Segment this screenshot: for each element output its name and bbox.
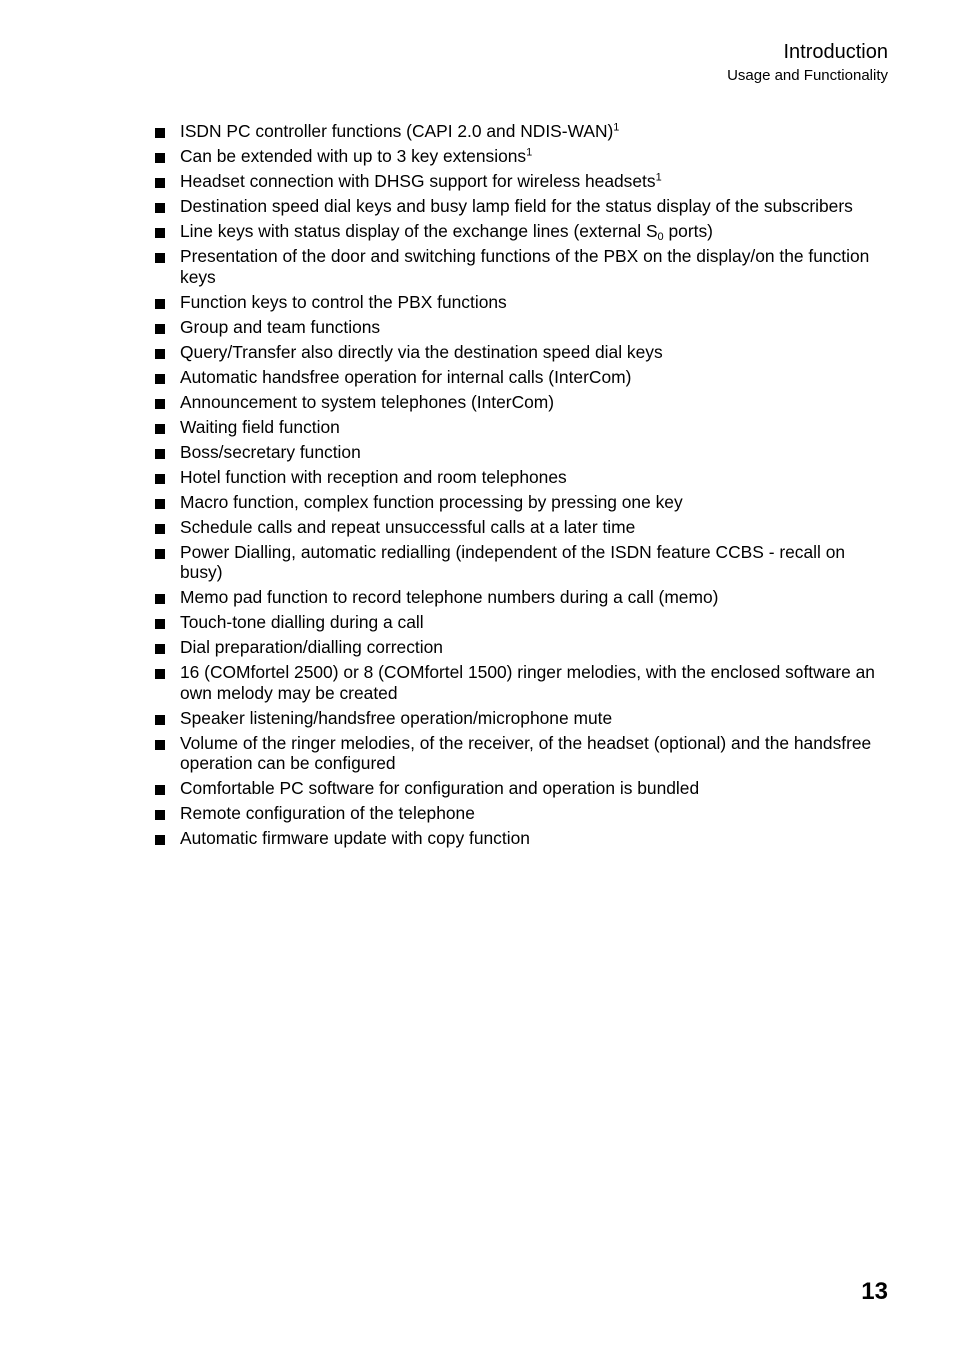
list-item-text: Boss/secretary function xyxy=(180,441,361,462)
list-item xyxy=(152,171,892,192)
page-number: 13 xyxy=(861,1278,888,1305)
list-item-text: Query/Transfer also directly via the destination speed dial keys xyxy=(180,341,663,362)
square-bullet-icon xyxy=(155,153,165,163)
footnote-marker: 1 xyxy=(655,171,662,184)
square-bullet-icon xyxy=(155,594,165,604)
square-bullet-icon xyxy=(155,449,165,459)
list-item-text: Dial preparation/dialling correction xyxy=(180,637,443,657)
square-bullet-icon xyxy=(155,424,165,434)
list-item-text: Power Dialling, automatic redialling (independent of the ISDN feature CCBS - recall on busy) xyxy=(180,541,846,582)
square-bullet-icon xyxy=(155,228,165,238)
list-item xyxy=(152,417,892,438)
square-bullet-icon xyxy=(155,178,165,188)
list-item-text: Function keys to control the PBX functions xyxy=(180,291,507,312)
list-item xyxy=(152,612,892,633)
page-header xyxy=(727,40,888,87)
list-item xyxy=(152,828,892,849)
list-item-text: Hotel function with reception and room telephones xyxy=(180,466,567,487)
list-item-text: Line keys with status display of the exchange lines (external S xyxy=(180,221,658,241)
square-bullet-icon xyxy=(155,349,165,359)
list-item-text: Macro function, complex function processing by pressing one key xyxy=(180,491,683,512)
square-bullet-icon xyxy=(155,499,165,509)
list-item xyxy=(152,587,892,608)
list-item-text: Automatic handsfree operation for internal calls (InterCom) xyxy=(180,366,632,387)
list-item-text: Presentation of the door and switching functions of the PBX on the display/on the function keys xyxy=(180,246,870,287)
list-item-text: Comfortable PC software for configuration and operation is bundled xyxy=(180,778,700,798)
list-item xyxy=(152,367,892,388)
square-bullet-icon xyxy=(155,474,165,484)
list-item xyxy=(152,517,892,538)
list-item xyxy=(152,317,892,338)
square-bullet-icon xyxy=(155,399,165,409)
list-item-text: Memo pad function to record telephone numbers during a call (memo) xyxy=(180,587,719,607)
list-item xyxy=(152,467,892,488)
list-item xyxy=(152,542,892,583)
list-item xyxy=(152,492,892,513)
list-item-text: Volume of the ringer melodies, of the receiver, of the headset (optional) and the handsfree operation can be configured xyxy=(180,732,872,773)
square-bullet-icon xyxy=(155,740,165,750)
list-item-text: Group and team functions xyxy=(180,316,381,337)
list-item xyxy=(152,146,892,167)
list-item xyxy=(152,392,892,413)
square-bullet-icon xyxy=(155,299,165,309)
list-item xyxy=(152,803,892,824)
square-bullet-icon xyxy=(155,715,165,725)
list-item xyxy=(152,637,892,658)
list-item xyxy=(152,246,892,287)
list-item-text: Touch-tone dialling during a call xyxy=(180,612,424,632)
list-item xyxy=(152,733,892,774)
list-item xyxy=(152,121,892,142)
list-item-text: Schedule calls and repeat unsuccessful calls at a later time xyxy=(180,516,636,537)
square-bullet-icon xyxy=(155,669,165,679)
chapter-title: Introduction xyxy=(783,41,888,63)
list-item-text-continued: ports) xyxy=(663,221,713,241)
square-bullet-icon xyxy=(155,619,165,629)
square-bullet-icon xyxy=(155,810,165,820)
list-item xyxy=(152,292,892,313)
list-item-text: ISDN PC controller functions (CAPI 2.0 and NDIS-WAN) xyxy=(180,121,614,141)
list-item-text: Speaker listening/handsfree operation/microphone mute xyxy=(180,707,613,728)
list-item xyxy=(152,221,892,242)
list-item-text: Can be extended with up to 3 key extensions xyxy=(180,146,527,166)
square-bullet-icon xyxy=(155,128,165,138)
square-bullet-icon xyxy=(155,835,165,845)
list-item-text: Waiting field function xyxy=(180,416,340,437)
list-item-text: Remote configuration of the telephone xyxy=(180,803,475,823)
list-item xyxy=(152,662,892,703)
list-item xyxy=(152,196,892,217)
square-bullet-icon xyxy=(155,374,165,384)
square-bullet-icon xyxy=(155,549,165,559)
square-bullet-icon xyxy=(155,524,165,534)
list-item-text: 16 (COMfortel 2500) or 8 (COMfortel 1500) ringer melodies, with the enclosed software an own melody may be created xyxy=(180,662,875,703)
list-item xyxy=(152,778,892,799)
footnote-marker: 1 xyxy=(526,146,533,159)
section-title: Usage and Functionality xyxy=(727,67,888,84)
square-bullet-icon xyxy=(155,785,165,795)
square-bullet-icon xyxy=(155,324,165,334)
list-item-text: Headset connection with DHSG support for wireless headsets xyxy=(180,171,656,191)
list-item-text: Destination speed dial keys and busy lamp field for the status display of the subscribers xyxy=(180,196,853,216)
subscript: 0 xyxy=(657,230,664,243)
list-item xyxy=(152,708,892,729)
footnote-marker: 1 xyxy=(613,121,620,134)
list-item xyxy=(152,342,892,363)
square-bullet-icon xyxy=(155,203,165,213)
square-bullet-icon xyxy=(155,644,165,654)
list-item-text: Automatic firmware update with copy function xyxy=(180,828,530,848)
list-item xyxy=(152,442,892,463)
list-item-text: Announcement to system telephones (InterCom) xyxy=(180,391,555,412)
feature-list xyxy=(152,121,892,853)
square-bullet-icon xyxy=(155,253,165,263)
